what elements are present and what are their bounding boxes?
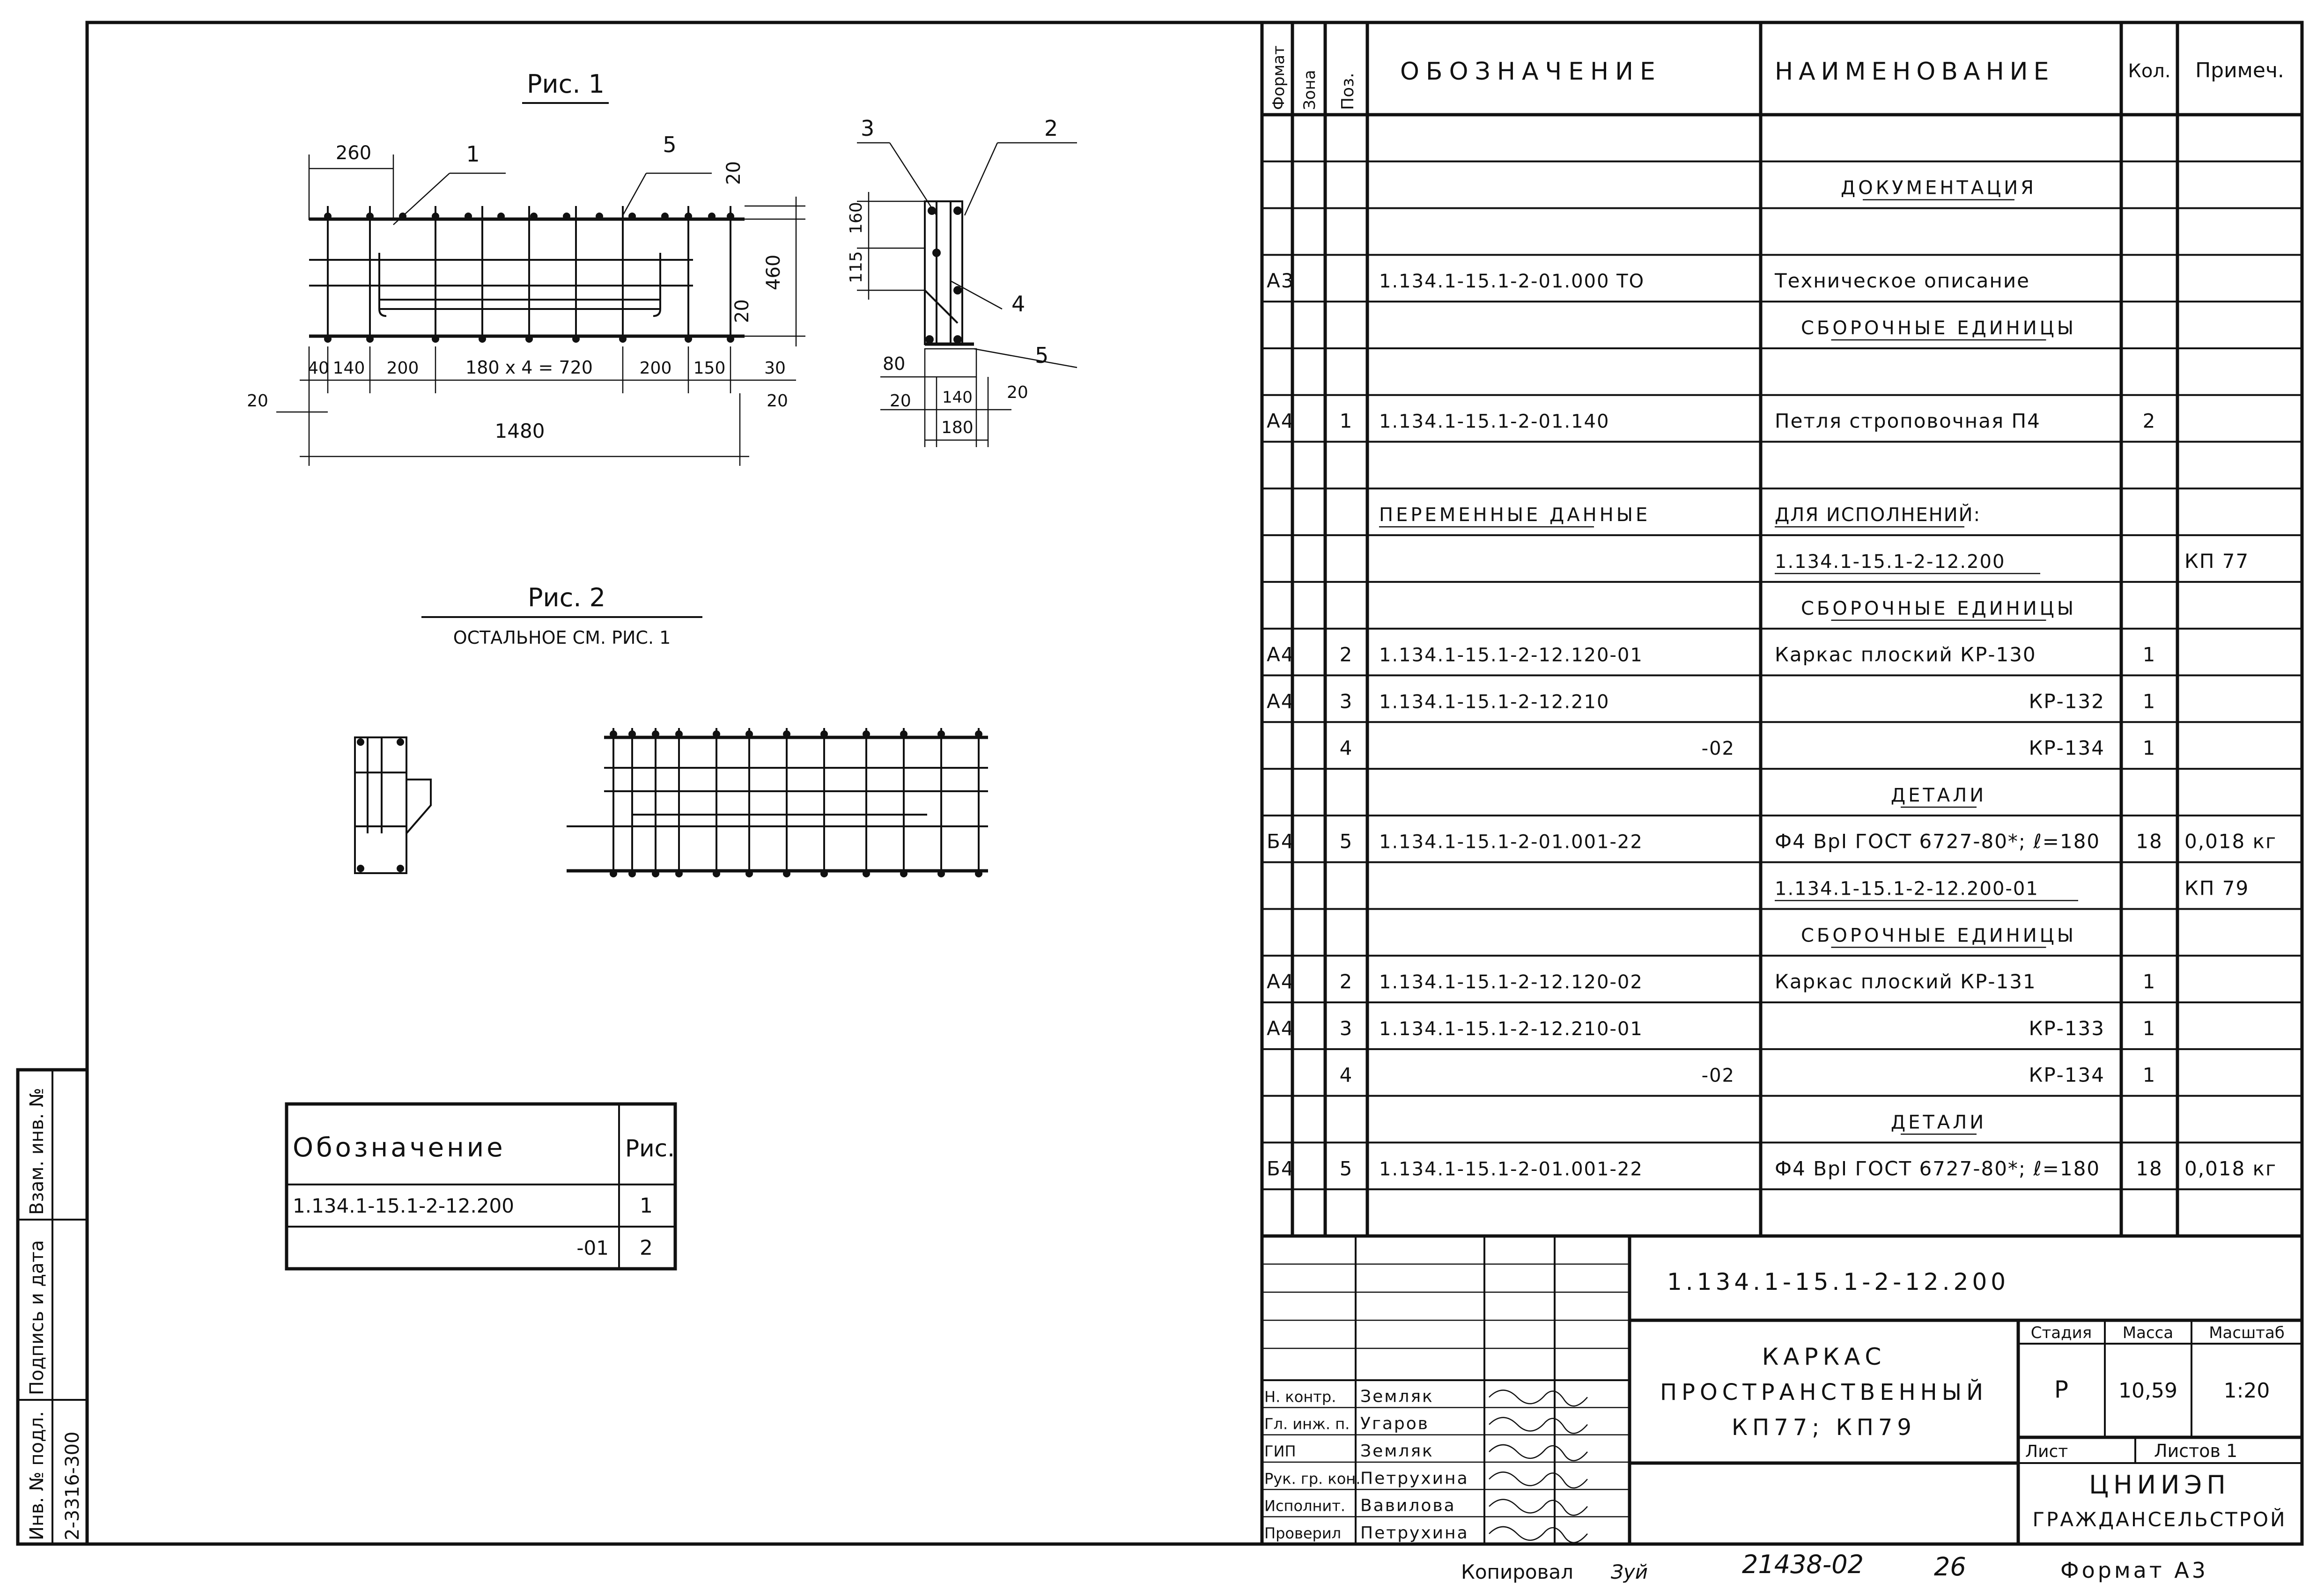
fig1-dimensions (247, 142, 805, 466)
fig2-subtitle: ОСТАЛЬНОЕ СМ. РИС. 1 (453, 627, 671, 648)
tb-org-l2: ГРАЖДАНСЕЛЬСТРОЙ (2032, 1508, 2287, 1531)
title-block (1262, 1236, 2302, 1544)
spec-cell-pos: 4 (1339, 736, 1353, 760)
fig1-dim-1480: 1480 (494, 419, 545, 442)
spec-cell-name: КР-132 (2029, 690, 2105, 713)
fig1-section-callout-3: 3 (861, 116, 875, 141)
fig1-section-dim-160: 160 (847, 202, 866, 234)
spec-cell-designation: -02 (1701, 1065, 1735, 1087)
spec-cell-name: КР-134 (2029, 1063, 2105, 1087)
spec-cell-name: Ф4 ВрI ГОСТ 6727-80*; ℓ=180 (1775, 1157, 2101, 1180)
fig1-section-dim-140: 140 (942, 388, 973, 407)
spec-row (1267, 690, 2156, 713)
spec-header-pos: Поз. (1338, 73, 1358, 110)
spec-cell-qty: 18 (2136, 1157, 2163, 1180)
spec-cell-pos: 5 (1339, 830, 1353, 853)
tb-person-signature (1489, 1390, 1587, 1406)
spec-cell-qty: 1 (2142, 1016, 2156, 1040)
tb-stage-label: Стадия (2030, 1324, 2092, 1342)
footer (1461, 1550, 2208, 1583)
tb-person-name: Петрухина (1360, 1469, 1469, 1488)
small-table-row2-fig: 2 (640, 1236, 653, 1260)
spec-row (1340, 1064, 2156, 1087)
tb-person-role: Н. контр. (1264, 1388, 1336, 1406)
fig1-dim-30: 30 (764, 359, 786, 378)
fig1-section-dim-180: 180 (941, 418, 974, 437)
fig1-section (847, 116, 1077, 447)
spec-cell-name: Петля строповочная П4 (1775, 409, 2041, 433)
spec-cell-format: А4 (1267, 1016, 1295, 1040)
tb-person-row (1264, 1496, 1587, 1515)
tb-title-l3: КП77; КП79 (1732, 1414, 1916, 1441)
footer-order: 21438-02 (1742, 1550, 1864, 1579)
tb-person-signature (1489, 1418, 1587, 1434)
spec-cell-qty: 1 (2142, 970, 2156, 993)
spec-header-format: Формат (1269, 45, 1288, 110)
tb-person-signature (1489, 1527, 1587, 1543)
spec-cell-designation: 1.134.1-15.1-2-12.120-01 (1379, 644, 1643, 666)
fig1-dim-20c: 20 (767, 391, 788, 411)
tb-title-l1: КАРКАС (1762, 1343, 1886, 1370)
spec-cell-qty: 1 (2142, 736, 2156, 760)
spec-cell-note: КП 79 (2184, 876, 2250, 900)
tb-person-role: Рук. гр. кон. (1264, 1470, 1361, 1488)
spec-cell-name: ДЕТАЛИ (1890, 784, 1987, 806)
spec-cell-pos: 4 (1339, 1063, 1353, 1087)
tb-scale-label: Масштаб (2209, 1324, 2285, 1342)
spec-cell-pos: 2 (1339, 970, 1353, 993)
spec-cell-name: Каркас плоский КР-131 (1775, 970, 2036, 993)
spec-row (1267, 970, 2156, 993)
fig2-title: Рис. 2 (527, 583, 606, 612)
fig1-section-callout-2: 2 (1044, 116, 1058, 141)
spec-cell-pos: 2 (1339, 643, 1353, 666)
tb-sheets-label: Листов 1 (2154, 1441, 2238, 1461)
fig1-section-dim-80: 80 (883, 353, 906, 374)
fig1-dim-20a: 20 (723, 161, 745, 185)
tb-scale: 1:20 (2223, 1379, 2270, 1403)
fig1-section-dim-20b: 20 (1007, 383, 1028, 402)
tb-person-signature (1489, 1500, 1587, 1515)
fig1-dim-20d: 20 (247, 391, 268, 411)
fig1-callout-5: 5 (663, 132, 677, 157)
spec-row (1267, 269, 2030, 292)
small-table-row2-designation: -01 (576, 1236, 609, 1259)
spec-cell-designation: 1.134.1-15.1-2-01.001-22 (1379, 831, 1643, 853)
spec-header-note: Примеч. (2195, 59, 2284, 82)
spec-cell-designation: -02 (1701, 738, 1735, 760)
spec-cell-qty: 1 (2142, 690, 2156, 713)
spec-row (1379, 503, 1981, 527)
drawing-frame (87, 22, 2302, 1544)
tb-doc-code: 1.134.1-15.1-2-12.200 (1667, 1268, 2010, 1295)
spec-cell-name: ДОКУМЕНТАЦИЯ (1841, 177, 2036, 199)
fig2-section (355, 737, 431, 873)
tb-person-name: Вавилова (1360, 1496, 1456, 1515)
spec-header-designation: ОБОЗНАЧЕНИЕ (1400, 58, 1662, 86)
small-table (287, 1104, 675, 1269)
tb-person-signature (1489, 1472, 1587, 1488)
spec-row (1267, 1157, 2277, 1180)
spec-cell-format: Б4 (1267, 830, 1295, 853)
spec-cell-pos: 3 (1339, 690, 1353, 713)
tb-person-row (1264, 1387, 1587, 1406)
footer-format: Формат А3 (2060, 1558, 2208, 1583)
spec-row (1801, 317, 2076, 340)
spec-header-qty: Кол. (2128, 60, 2171, 82)
tb-person-row (1264, 1469, 1587, 1488)
spec-cell-format: Б4 (1267, 1157, 1295, 1180)
spec-cell-pos: 3 (1339, 1016, 1353, 1040)
spec-cell-name: СБОРОЧНЫЕ ЕДИНИЦЫ (1800, 317, 2077, 339)
side-stamp-inv-podl: Инв. № подл. (26, 1411, 48, 1540)
spec-row (1891, 785, 1986, 807)
spec-cell-designation: 1.134.1-15.1-2-01.001-22 (1379, 1158, 1643, 1180)
tb-person-row (1264, 1523, 1587, 1543)
spec-cell-pos: 5 (1339, 1157, 1353, 1180)
footer-copied: Копировал (1461, 1560, 1573, 1583)
tb-mass: 10,59 (2118, 1379, 2177, 1403)
spec-cell-note: КП 77 (2184, 549, 2250, 573)
spec-cell-format: А4 (1267, 409, 1295, 433)
spec-row (1801, 925, 2076, 947)
spec-cell-format: А4 (1267, 643, 1295, 666)
side-stamp-sign-date: Подпись и дата (26, 1240, 48, 1395)
spec-cell-qty: 18 (2136, 830, 2163, 853)
spec-cell-designation: 1.134.1-15.1-2-01.140 (1379, 411, 1610, 433)
fig1-dim-200a: 200 (386, 359, 419, 378)
tb-person-row (1264, 1442, 1587, 1461)
small-table-header-designation: Обозначение (293, 1133, 506, 1163)
fig1-dim-150: 150 (693, 359, 726, 378)
spec-row (1340, 736, 2156, 759)
tb-person-row (1264, 1414, 1587, 1434)
spec-cell-designation: 1.134.1-15.1-2-12.120-02 (1379, 971, 1643, 993)
tb-sheet-label: Лист (2025, 1442, 2068, 1461)
spec-cell-format: А4 (1267, 690, 1295, 713)
fig1-dim-40: 40 (308, 359, 329, 378)
small-table-row1-fig: 1 (640, 1194, 653, 1218)
spec-cell-designation: 1.134.1-15.1-2-01.000 ТО (1379, 271, 1645, 293)
spec-header-zone: Зона (1300, 70, 1319, 110)
spec-row (1267, 410, 2156, 433)
side-stamp-vzam: Взам. инв. № (26, 1088, 48, 1215)
spec-cell-note: 0,018 кг (2184, 830, 2277, 853)
tb-person-name: Земляк (1360, 1387, 1434, 1406)
tb-person-name: Земляк (1360, 1442, 1434, 1461)
fig2-elevation (567, 728, 988, 877)
spec-cell-name: ДЛЯ ИСПОЛНЕНИЙ: (1775, 504, 1981, 526)
fig1-section-dim-115: 115 (847, 251, 866, 283)
spec-row (1891, 1111, 1986, 1134)
spec-cell-qty: 2 (2142, 409, 2156, 433)
side-stamp-inv-podl-value: 2-3316-300 (62, 1431, 83, 1540)
fig1-dim-140: 140 (332, 359, 365, 378)
footer-sheet-no: 26 (1934, 1552, 1966, 1582)
fig1-dim-200b: 200 (639, 359, 672, 378)
spec-cell-designation: 1.134.1-15.1-2-12.210-01 (1379, 1018, 1643, 1040)
fig1-title: Рис. 1 (526, 69, 605, 99)
spec-cell-designation: ПЕРЕМЕННЫЕ ДАННЫЕ (1379, 504, 1651, 526)
spec-cell-note: 0,018 кг (2184, 1157, 2277, 1180)
spec-header-name: НАИМЕНОВАНИЕ (1775, 58, 2055, 86)
fig1-callout-1: 1 (466, 141, 480, 167)
tb-person-signature (1489, 1445, 1587, 1461)
side-stamp (18, 1070, 87, 1544)
spec-row (1841, 177, 2036, 200)
spec-cell-name: КР-134 (2029, 736, 2105, 760)
spec-row (1267, 643, 2156, 666)
fig1-dim-460: 460 (763, 254, 784, 290)
footer-copied-sig: Зуй (1611, 1560, 1648, 1583)
fig1-section-callout-5: 5 (1035, 343, 1049, 368)
spec-table (1262, 22, 2302, 1544)
tb-org-l1: ЦНИИЭП (2089, 1470, 2230, 1500)
tb-mass-label: Масса (2122, 1324, 2174, 1342)
spec-cell-qty: 1 (2142, 643, 2156, 666)
spec-cell-name: Техническое описание (1775, 269, 2030, 293)
fig1-section-callout-4: 4 (1011, 291, 1026, 316)
spec-cell-name: 1.134.1-15.1-2-12.200 (1775, 551, 2006, 573)
tb-person-name: Петрухина (1360, 1523, 1469, 1543)
spec-cell-name: КР-133 (2029, 1016, 2105, 1040)
tb-person-name: Угаров (1360, 1414, 1430, 1434)
spec-cell-pos: 1 (1339, 409, 1353, 433)
spec-cell-qty: 1 (2142, 1063, 2156, 1087)
spec-row (1267, 1017, 2156, 1040)
spec-cell-name: ДЕТАЛИ (1890, 1111, 1987, 1133)
spec-cell-format: А3 (1267, 269, 1295, 293)
tb-person-role: Исполнит. (1264, 1497, 1346, 1515)
fig1-section-dim-20a: 20 (890, 391, 911, 411)
fig1-callouts (393, 132, 712, 225)
fig1-elevation (309, 206, 745, 343)
spec-cell-name: СБОРОЧНЫЕ ЕДИНИЦЫ (1800, 597, 2077, 619)
spec-cell-designation: 1.134.1-15.1-2-12.210 (1379, 691, 1610, 713)
spec-cell-format: А4 (1267, 970, 1295, 993)
spec-row (1801, 598, 2076, 620)
tb-person-role: Проверил (1264, 1524, 1342, 1542)
fig1-dim-20b: 20 (731, 299, 753, 323)
spec-cell-name: 1.134.1-15.1-2-12.200-01 (1775, 878, 2039, 900)
tb-person-role: Гл. инж. п. (1264, 1415, 1350, 1433)
spec-cell-name: Ф4 ВрI ГОСТ 6727-80*; ℓ=180 (1775, 830, 2101, 853)
small-table-header-fig: Рис. (625, 1135, 675, 1162)
fig1-dim-180x4: 180 x 4 = 720 (465, 357, 593, 378)
tb-title-l2: ПРОСТРАНСТВЕННЫЙ (1660, 1379, 1988, 1405)
spec-row (1267, 830, 2277, 853)
spec-cell-name: Каркас плоский КР-130 (1775, 643, 2036, 666)
fig1-dim-260: 260 (335, 142, 372, 164)
spec-cell-name: СБОРОЧНЫЕ ЕДИНИЦЫ (1800, 925, 2077, 947)
tb-stage: Р (2054, 1376, 2069, 1403)
small-table-row1-designation: 1.134.1-15.1-2-12.200 (293, 1194, 514, 1217)
tb-person-role: ГИП (1264, 1442, 1296, 1460)
